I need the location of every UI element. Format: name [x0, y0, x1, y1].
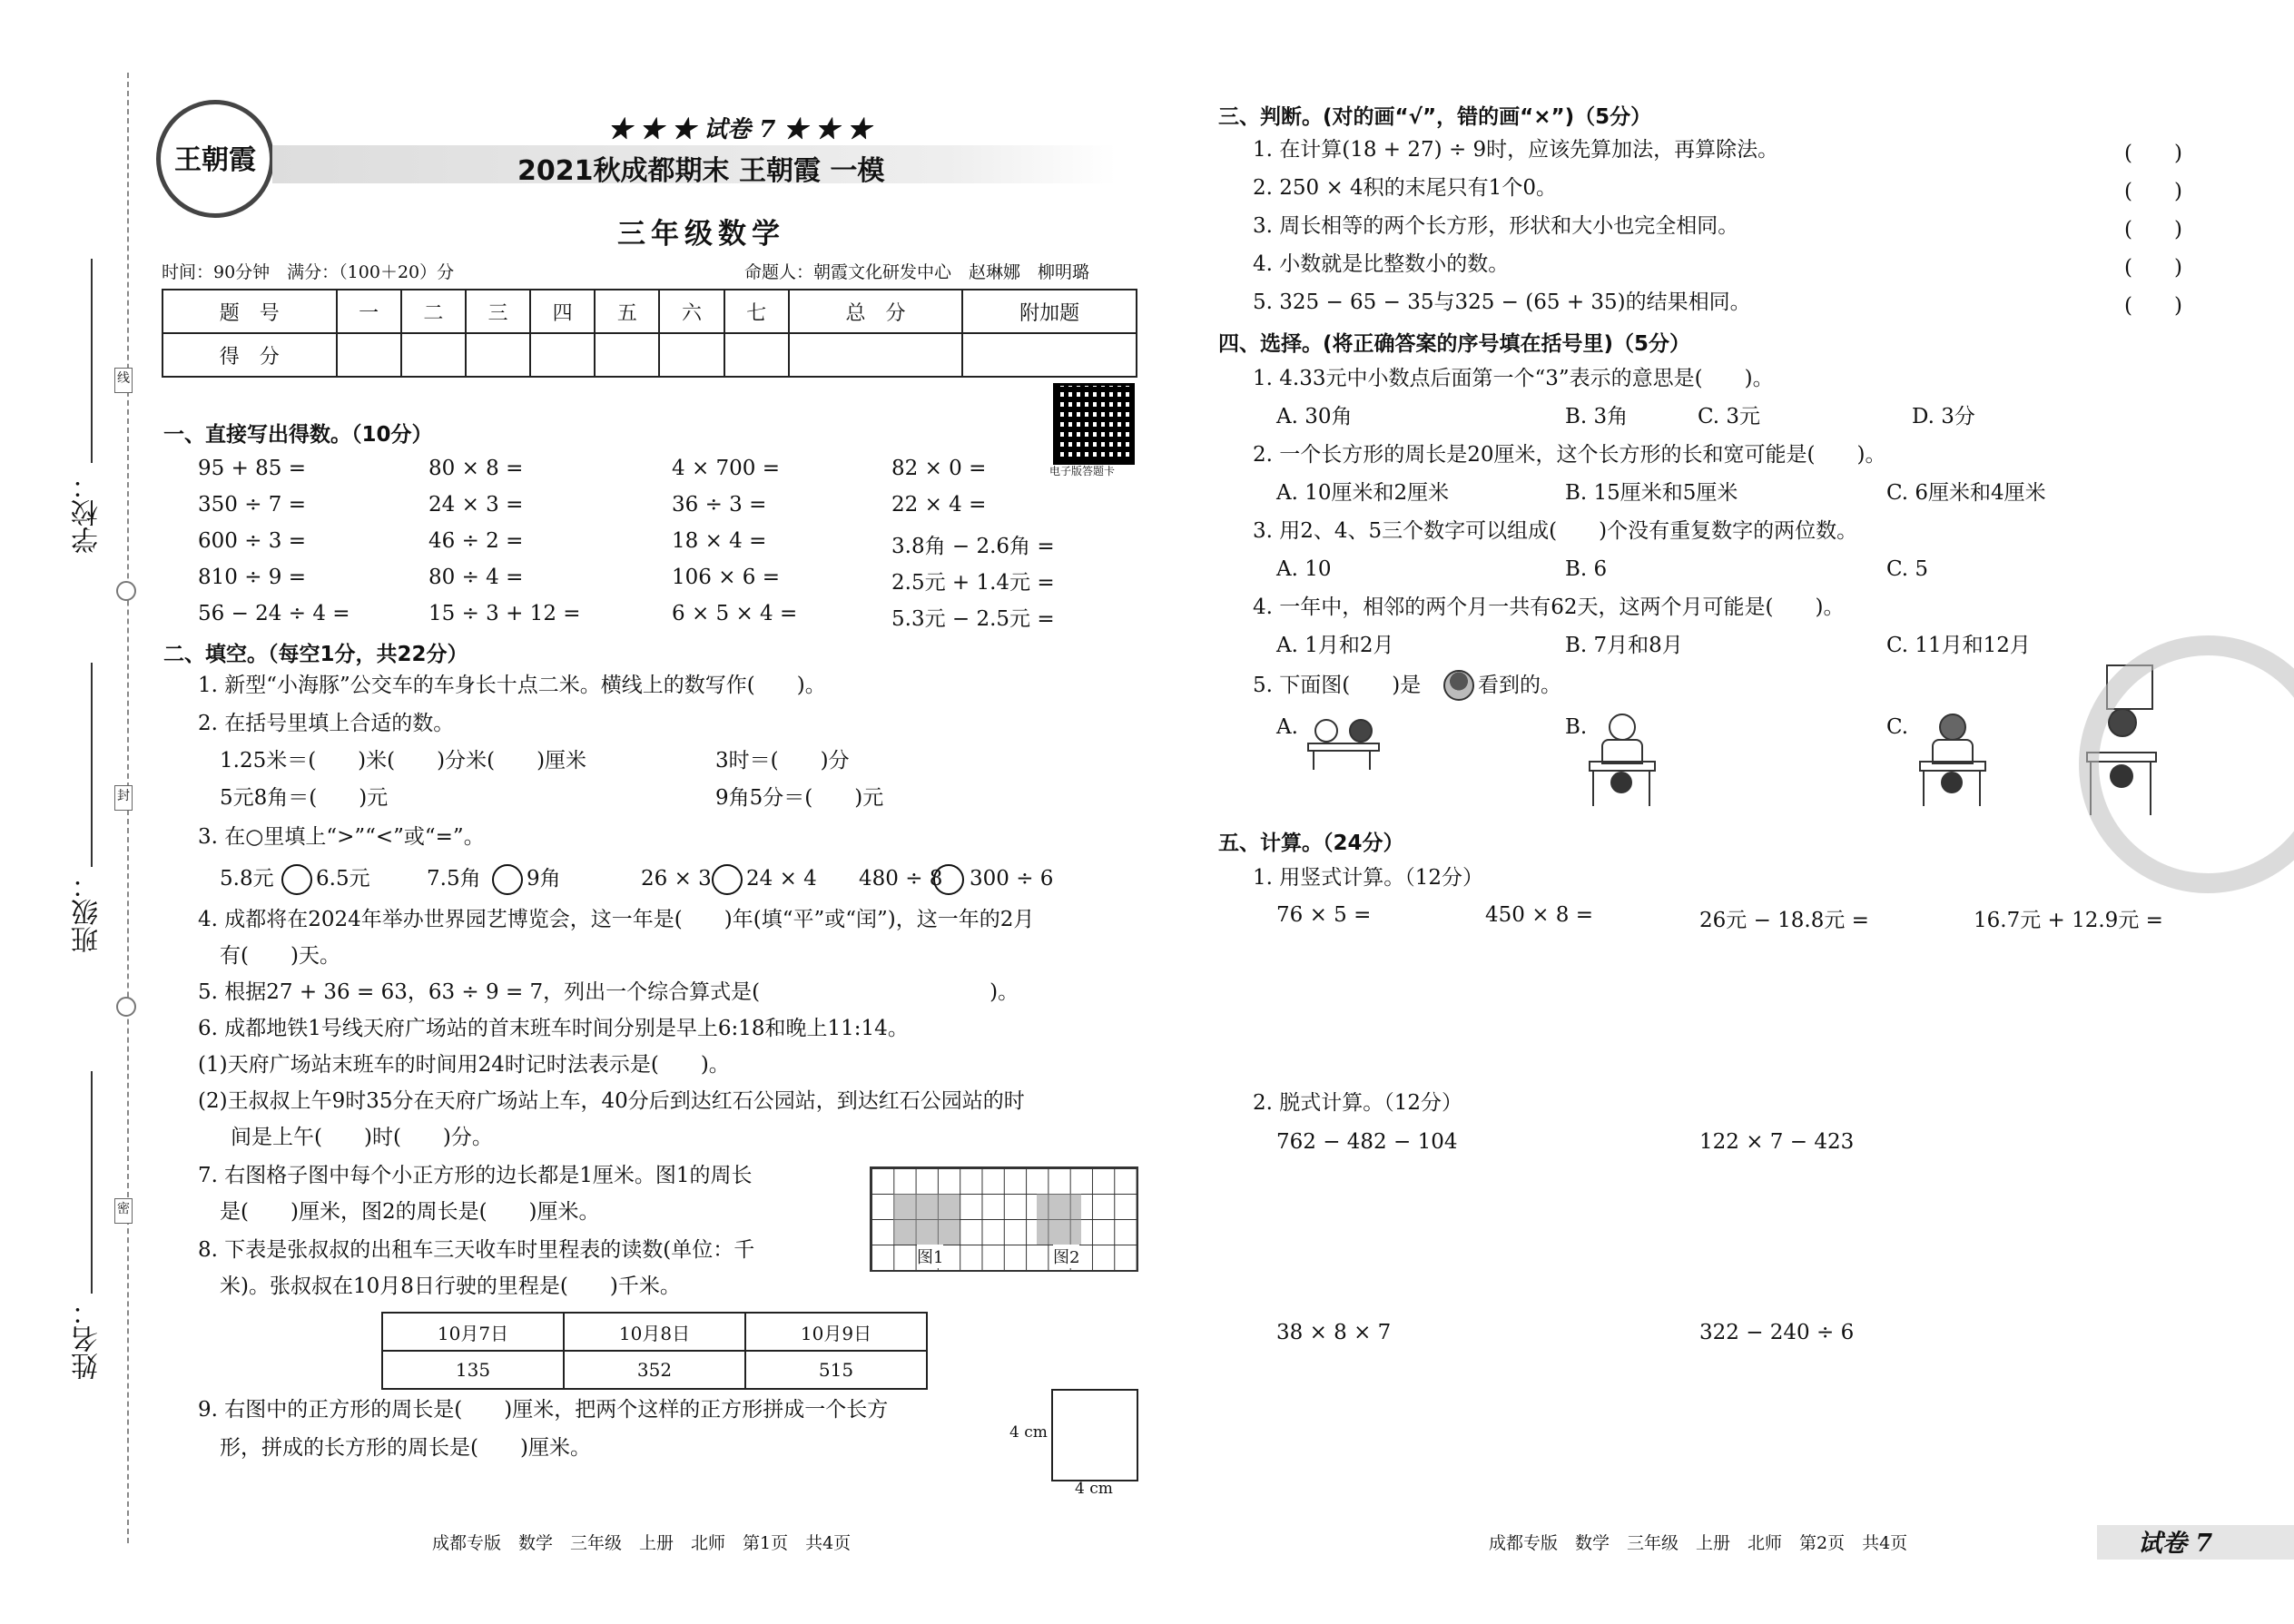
choice-q3: 3. 用2、4、5三个数字可以组成( )个没有重复数字的两位数。 — [1253, 519, 1858, 543]
choice-q4: 4. 一年中，相邻的两个月一共有62天，这两个月可能是( )。 — [1253, 595, 1845, 619]
score-header: 六 — [659, 290, 724, 333]
table-leg — [1592, 770, 1594, 806]
time-info: 时间：90分钟 满分：（100＋20）分 — [162, 262, 455, 282]
score-header: 一 — [337, 290, 401, 333]
choice-option[interactable]: B. 15厘米和5厘米 — [1565, 481, 1738, 505]
table-leg — [1369, 750, 1371, 770]
seal-line-mark: 密 — [114, 1198, 133, 1224]
compare-circle[interactable] — [712, 864, 743, 895]
grid-fig2-label: 图2 — [1053, 1245, 1079, 1268]
judge-answer-box[interactable]: ( ) — [2124, 294, 2182, 318]
score-header: 附加题 — [962, 290, 1137, 333]
corner-paper-label: 试卷 7 — [2138, 1530, 2213, 1558]
fill-q2b: 3时＝( )分 — [715, 749, 850, 773]
compare-left: 26 × 3 — [641, 867, 712, 891]
score-header: 题 号 — [162, 290, 337, 333]
subject-title: 三年级数学 — [617, 218, 785, 251]
fill-q7a: 7. 右图格子图中每个小正方形的边长都是1厘米。图1的周长 — [198, 1164, 753, 1187]
logo-text: 王朝霞 — [174, 144, 256, 176]
compare-right: 6.5元 — [316, 867, 370, 891]
name-label: 姓名： — [72, 1298, 103, 1380]
score-cell[interactable] — [337, 333, 401, 377]
picture-option-label[interactable]: A. — [1276, 715, 1298, 739]
judge-item: 5. 325 − 65 − 35与325 − (65 + 35)的结果相同。 — [1253, 290, 1751, 314]
step-calc-item: 762 − 482 − 104 — [1276, 1130, 1458, 1154]
choice-option[interactable]: B. 6 — [1565, 557, 1608, 581]
grid-figure — [870, 1166, 1138, 1272]
calc-item: 3.8角 − 2.6角 = — [891, 535, 1055, 558]
calc-item: 5.3元 − 2.5元 = — [891, 607, 1055, 631]
score-value-row — [162, 333, 1137, 377]
choice-option[interactable]: C. 11月和12月 — [1886, 634, 2031, 657]
choice-option[interactable]: C. 6厘米和4厘米 — [1886, 481, 2046, 505]
fill-q2a: 1.25米＝( )米( )分米( )厘米 — [220, 749, 587, 773]
class-label: 班级： — [72, 871, 103, 953]
calc-item: 46 ÷ 2 = — [428, 529, 524, 553]
calc-item: 15 ÷ 3 + 12 = — [428, 602, 581, 625]
score-header: 二 — [401, 290, 466, 333]
choice-option[interactable]: B. 3角 — [1565, 405, 1629, 428]
table-scene-b — [1589, 714, 1654, 808]
calc-item: 95 + 85 = — [198, 457, 307, 480]
calc-item: 80 ÷ 4 = — [428, 566, 524, 589]
compare-left: 480 ÷ 8 — [859, 867, 943, 891]
judge-answer-box[interactable]: ( ) — [2124, 256, 2182, 280]
choice-q2: 2. 一个长方形的周长是20厘米，这个长方形的长和宽可能是( )。 — [1253, 443, 1886, 467]
fill-q4b: 有( )天。 — [220, 944, 340, 968]
person-head-icon — [1939, 714, 1966, 741]
fill-q8a: 8. 下表是张叔叔的出租车三天收车时里程表的读数(单位：千 — [198, 1238, 755, 1262]
child-face-icon — [1443, 670, 1474, 701]
qr-code-icon[interactable] — [1053, 383, 1135, 465]
judge-item: 1. 在计算(18 + 27) ÷ 9时，应该先算加法，再算除法。 — [1253, 138, 1779, 162]
paper-badge: ★ ★ ★ 试卷 7 ★ ★ ★ — [608, 116, 871, 143]
score-row-label: 得 分 — [162, 333, 337, 377]
step-calc-item: 122 × 7 − 423 — [1699, 1130, 1855, 1154]
odometer-table — [381, 1312, 928, 1390]
calc-item: 22 × 4 = — [891, 493, 987, 517]
fill-q9a: 9. 右图中的正方形的周长是( )厘米，把两个这样的正方形拼成一个长方 — [198, 1398, 889, 1422]
calc-item: 2.5元 + 1.4元 = — [891, 571, 1055, 595]
fill-q3: 3. 在○里填上“>”“<”或“=”。 — [198, 825, 485, 849]
section-1-title: 一、直接写出得数。（10分） — [163, 423, 433, 447]
score-cell[interactable] — [595, 333, 659, 377]
fill-q2d: 9角5分＝( )元 — [715, 786, 884, 810]
fill-q8b: 米)。张叔叔在10月8日行驶的里程是( )千米。 — [220, 1275, 681, 1298]
score-cell[interactable] — [724, 333, 789, 377]
compare-circle[interactable] — [933, 864, 964, 895]
school-field[interactable] — [91, 259, 93, 463]
choice-option[interactable]: B. 7月和8月 — [1565, 634, 1683, 657]
fill-q6-1: (1)天府广场站末班车的时间用24时记时法表示是( )。 — [198, 1053, 730, 1077]
judge-answer-box[interactable]: ( ) — [2124, 142, 2182, 165]
table-icon — [1919, 761, 1986, 772]
choice-q5-tail: 看到的。 — [1478, 674, 1561, 697]
score-header: 五 — [595, 290, 659, 333]
punch-hole-icon — [116, 997, 136, 1017]
table-header: 10月8日 — [564, 1313, 745, 1351]
score-cell[interactable] — [530, 333, 595, 377]
class-field[interactable] — [91, 663, 93, 867]
fill-q2c: 5元8角＝( )元 — [220, 786, 389, 810]
calc-item: 80 × 8 = — [428, 457, 524, 480]
vertical-calc-item: 26元 − 18.8元 = — [1699, 909, 1869, 932]
score-table — [162, 289, 1137, 378]
table-leg — [1979, 770, 1981, 806]
score-header: 总 分 — [789, 290, 963, 333]
seal-line-mark: 线 — [114, 368, 133, 393]
judge-item: 3. 周长相等的两个长方形，形状和大小也完全相同。 — [1253, 214, 1739, 238]
calc-item: 810 ÷ 9 = — [198, 566, 307, 589]
choice-option[interactable]: C. 5 — [1886, 557, 1929, 581]
calc-item: 6 × 5 × 4 = — [672, 602, 798, 625]
judge-answer-box[interactable]: ( ) — [2124, 180, 2182, 203]
footer-left: 成都专版 数学 三年级 上册 北师 第1页 共4页 — [432, 1533, 852, 1553]
person-head-icon — [1941, 772, 1963, 793]
judge-item: 2. 250 × 4积的末尾只有1个0。 — [1253, 176, 1557, 200]
picture-option-label[interactable]: C. — [1886, 715, 1909, 739]
name-field[interactable] — [91, 1071, 93, 1294]
compare-left: 5.8元 — [220, 867, 274, 891]
table-cell: 515 — [745, 1351, 927, 1389]
calc-sub1-title: 1. 用竖式计算。（12分） — [1253, 866, 1484, 890]
step-calc-item: 38 × 8 × 7 — [1276, 1321, 1392, 1344]
calc-sub2-title: 2. 脱式计算。（12分） — [1253, 1091, 1463, 1115]
calc-item: 4 × 700 = — [672, 457, 781, 480]
table-header: 10月9日 — [745, 1313, 927, 1351]
calc-item: 18 × 4 = — [672, 529, 767, 553]
section-4-title: 四、选择。(将正确答案的序号填在括号里)（5分） — [1218, 332, 1691, 356]
calc-item: 350 ÷ 7 = — [198, 493, 307, 517]
choice-option[interactable]: C. 3元 — [1698, 405, 1761, 428]
judge-answer-box[interactable]: ( ) — [2124, 218, 2182, 241]
grid-shape-2 — [1037, 1194, 1081, 1245]
person-head-icon — [1314, 719, 1338, 743]
compare-right: 300 ÷ 6 — [970, 867, 1054, 891]
choice-option[interactable]: A. 10 — [1276, 557, 1332, 581]
punch-hole-icon — [116, 581, 136, 601]
judge-item: 4. 小数就是比整数小的数。 — [1253, 252, 1510, 276]
choice-option[interactable]: A. 10厘米和2厘米 — [1276, 481, 1450, 505]
compare-circle[interactable] — [281, 864, 312, 895]
picture-option-label[interactable]: B. — [1565, 715, 1588, 739]
choice-option[interactable]: A. 30角 — [1276, 405, 1353, 428]
seal-line-mark: 封 — [114, 785, 133, 811]
vertical-calc-work-area[interactable] — [1253, 935, 2251, 1080]
compare-right: 24 × 4 — [746, 867, 817, 891]
compare-circle[interactable] — [492, 864, 523, 895]
person-head-icon — [1609, 714, 1636, 741]
calc-item: 24 × 3 = — [428, 493, 524, 517]
person-head-icon — [1610, 772, 1632, 793]
table-row — [382, 1313, 927, 1351]
score-header: 七 — [724, 290, 789, 333]
choice-q1: 1. 4.33元中小数点后面第一个“3”表示的意思是( )。 — [1253, 367, 1774, 390]
calc-item: 106 × 6 = — [672, 566, 781, 589]
table-leg — [1923, 770, 1925, 806]
table-icon — [1589, 761, 1656, 772]
exam-title: 2021秋成都期末 王朝霞 一模 — [517, 155, 885, 187]
vertical-calc-item: 76 × 5 = — [1276, 903, 1372, 927]
table-leg — [1649, 770, 1650, 806]
fill-q7b: 是( )厘米，图2的周长是( )厘米。 — [220, 1200, 600, 1224]
table-cell: 135 — [382, 1351, 564, 1389]
choice-option[interactable]: A. 1月和2月 — [1276, 634, 1394, 657]
person-head-icon — [1349, 719, 1373, 743]
fill-q2: 2. 在括号里填上合适的数。 — [198, 712, 455, 735]
fill-q6-2a: (2)王叔叔上午9时35分在天府广场站上车，40分后到达红石公园站，到达红石公园站的时 — [198, 1089, 1025, 1113]
score-header: 三 — [466, 290, 530, 333]
table-header: 10月7日 — [382, 1313, 564, 1351]
calc-item: 56 − 24 ÷ 4 = — [198, 602, 350, 625]
choice-option[interactable]: D. 3分 — [1912, 405, 1975, 428]
score-cell[interactable] — [789, 333, 963, 377]
fill-q5: 5. 根据27 + 36 = 63，63 ÷ 9 = 7，列出一个综合算式是( )。 — [198, 980, 1019, 1004]
section-5-title: 五、计算。（24分） — [1218, 832, 1404, 855]
fill-q9b: 形，拼成的长方形的周长是( )厘米。 — [220, 1436, 591, 1460]
qr-caption: 电子版答题卡 — [1049, 465, 1116, 477]
calc-item: 36 ÷ 3 = — [672, 493, 767, 517]
footer-right: 成都专版 数学 三年级 上册 北师 第2页 共4页 — [1489, 1533, 1908, 1553]
table-cell: 352 — [564, 1351, 745, 1389]
table-row — [382, 1351, 927, 1389]
square-bottom-label: 4 cm — [1075, 1480, 1113, 1498]
calc-item: 600 ÷ 3 = — [198, 529, 307, 553]
square-side-label: 4 cm — [1009, 1423, 1048, 1442]
fill-q6-2b: 间是上午( )时( )分。 — [231, 1126, 493, 1149]
step-calc-item: 322 − 240 ÷ 6 — [1699, 1321, 1855, 1344]
compare-left: 7.5角 — [427, 867, 481, 891]
vertical-calc-item: 450 × 8 = — [1485, 903, 1594, 927]
fill-q1: 1. 新型“小海豚”公交车的车身长十点二米。横线上的数写作( )。 — [198, 674, 826, 697]
authors: 命题人：朝霞文化研发中心 赵琳娜 柳明璐 — [744, 262, 1090, 282]
score-cell[interactable] — [401, 333, 466, 377]
score-header-row — [162, 290, 1137, 333]
grid-fig1-label: 图1 — [917, 1245, 943, 1268]
vertical-calc-item: 16.7元 + 12.9元 = — [1974, 909, 2163, 932]
school-label: 学校： — [72, 472, 103, 554]
table-leg — [1313, 750, 1314, 770]
square-figure — [1051, 1389, 1138, 1481]
compare-right: 9角 — [527, 867, 561, 891]
table-scene-c — [1919, 714, 1984, 808]
fill-q4a: 4. 成都将在2024年举办世界园艺博览会，这一年是( )年(填“平”或“闰”)，这一年的2月 — [198, 908, 1035, 931]
section-3-title: 三、判断。(对的画“√”，错的画“×”)（5分） — [1218, 105, 1652, 129]
section-2-title: 二、填空。（每空1分，共22分） — [163, 643, 468, 666]
fill-q6: 6. 成都地铁1号线天府广场站的首末班车时间分别是早上6:18和晚上11:14。 — [198, 1017, 909, 1040]
grid-shape-1 — [893, 1194, 960, 1245]
table-scene-a — [1305, 714, 1378, 772]
brand-logo — [156, 100, 274, 218]
choice-q5: 5. 下面图( )是 — [1253, 674, 1422, 697]
score-cell[interactable] — [466, 333, 530, 377]
score-cell[interactable] — [659, 333, 724, 377]
calc-item: 82 × 0 = — [891, 457, 987, 480]
score-header: 四 — [530, 290, 595, 333]
score-cell[interactable] — [962, 333, 1137, 377]
